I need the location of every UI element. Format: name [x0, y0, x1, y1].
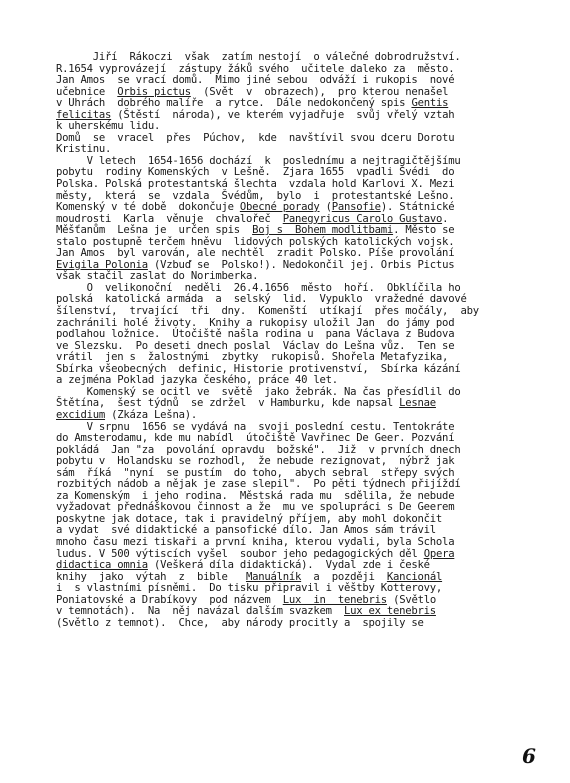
body-text: [56, 52, 526, 629]
text-line: stalo postupně terčem hněvu lidových polských katolických vojsk.: [56, 235, 455, 248]
text-line: Jan Amos byl varován, ale nechtěl zradit Polsko. Píše provolání: [56, 247, 455, 260]
text-line: moudrosti Karla věnuje chvalořeč Panegyricus Carolo Gustavo.: [56, 212, 449, 225]
text-line: pokládá Jan "za povolání opravdu božské". Již v prvních dnech: [56, 443, 461, 456]
underlined-title: Panegyricus Carolo Gustavo: [282, 212, 443, 225]
text-line: excidium (Zkáza Lešna).: [56, 408, 197, 421]
text-line: knihy jako výtah z bible Manuálník a později Kancionál: [56, 570, 443, 583]
text-line: mnoho času mezi tiskaři a první kniha, kterou vydali, byla Schola: [56, 535, 455, 548]
text-line: a vydat své didaktické a pansofické dílo. Jan Amos sám trávil: [56, 524, 436, 537]
text-line: Domů se vracel přes Púchov, kde navštívil svou dceru Dorotu: [56, 131, 455, 144]
text-line: (Světlo z temnot). Chce, aby národy procitly a spojily se: [56, 616, 424, 629]
text-line: za Komenským i jeho rodina. Městská rada mu sdělila, že nebude: [56, 489, 455, 502]
underlined-title: Lesnae: [399, 397, 436, 410]
text-line: Měšťanům Lešna je určen spis Boj s Bohem modlitbami. Město se: [56, 224, 455, 237]
text-line: rozbitých nádob a nějak je zase slepil". Po pěti týdnech přijíždí: [56, 478, 461, 491]
text-line: Komenský se ocitl ve světě jako žebrák. Na čas přesídlil do: [56, 385, 461, 398]
text-line: vyžadovat přednáškovou činnost a že mu ve spolupráci s De Geerem: [56, 501, 455, 514]
text-line: felicitas (Štěstí národa), ve kterém vyjadřuje svůj vřelý vztah: [56, 108, 455, 121]
underlined-title: Kancionál: [386, 570, 443, 583]
underlined-title: excidium: [56, 408, 106, 421]
text-line: zachránili holé životy. Knihy a rukopisy uložil Jan do jámy pod: [56, 316, 455, 329]
text-line: Poniatovské a Drabíkovy pod názvem Lux in tenebris (Světlo: [56, 593, 436, 606]
text-line: Kristinu.: [56, 143, 112, 156]
text-line: O velikonoční neděli 26.4.1656 město hoří. Obklíčila ho: [56, 281, 461, 294]
text-line: i s vlastními písněmi. Do tisku připravil i věštby Kotterovy,: [56, 582, 443, 595]
text-line: Jiří Rákoczi však zatím nestojí o válečné dobrodružství.: [56, 51, 461, 63]
text-line: pobytu rodiny Komenských v Lešně. Zjara 1655 vpadli Švédi do: [56, 166, 455, 179]
underlined-title: Boj s Bohem modlitbami: [252, 224, 394, 237]
text-line: v temnotách). Na něj navázal dalším svazkem Lux ex tenebris: [56, 605, 436, 618]
text-line: městy, která se vzdala Švédům, bylo i protestantské Lešno.: [56, 189, 455, 202]
underlined-title: Lux in tenebris: [282, 593, 387, 606]
text-line: v Uhrách dobrého malíře a rytce. Dále nedokončený spis Gentis: [56, 97, 449, 110]
page-number: 6: [522, 744, 536, 768]
text-line: Polska. Polská protestantská šlechta vzdala hold Karlovi X. Mezi: [56, 178, 455, 191]
underlined-title: Manuálník: [245, 570, 302, 583]
text-line: podlahou ložnice. Útočiště našla rodina u pana Václava z Budova: [56, 328, 455, 341]
text-line: ludus. V 500 výtiscích vyšel soubor jeho pedagogických děl Opera: [56, 547, 455, 560]
underlined-title: Gentis: [411, 97, 449, 110]
text-line: poskytne jak dotace, tak i pravidelný příjem, aby mohl dokončit: [56, 512, 443, 525]
underlined-title: Evigila Polonia: [56, 258, 148, 271]
text-line: Komenský v té době dokončuje Obecné porady (Pansofie). Státnické: [56, 201, 455, 214]
underlined-title: Orbis pictus: [117, 85, 191, 98]
underlined-title: Opera: [423, 547, 455, 560]
text-line: Jan Amos se vrací domů. Mimo jiné sebou odváží i rukopis nové: [56, 74, 455, 87]
text-line: a zejména Poklad jazyka českého, práce 40 let.: [56, 374, 338, 387]
text-line: k uherskému lidu.: [56, 120, 161, 133]
underlined-title: Lux ex tenebris: [344, 605, 436, 618]
underlined-title: Pansofie: [331, 201, 381, 214]
text-line: šílenství, trvající tři dny. Komenští utíkají přes močály, aby: [56, 305, 479, 318]
text-line: pobytu v Holandsku se rozhodl, že nebude rezignovat, nýbrž jak: [56, 455, 455, 468]
text-line: vrátil jen s žalostnými zbytky rukopisů. Shořela Metafyzika,: [56, 351, 449, 364]
underlined-title: felicitas: [56, 108, 112, 121]
underlined-title: didactica omnia: [56, 559, 148, 572]
underlined-title: Obecné porady: [239, 201, 320, 214]
text-line: Sbírka všeobecných definic, Historie protivenství, Sbírka kázání: [56, 362, 461, 375]
text-line: polská katolická armáda a selský lid. Vypuklo vražedné davové: [56, 293, 467, 306]
text-line: V srpnu 1656 se vydává na svoji poslední cestu. Tentokráte: [56, 420, 455, 433]
text-line: didactica omnia (Veškerá díla didaktická). Vydal zde i české: [56, 559, 430, 572]
text-line: učebnice Orbis pictus (Svět v obrazech), pro kterou nenašel: [56, 85, 449, 98]
text-line: R.1654 vyprovázejí zástupy žáků svého učitele daleko za město.: [56, 62, 455, 75]
text-line: ve Slezsku. Po deseti dnech poslal Václav do Lešna vůz. Ten se: [56, 339, 455, 352]
text-line: do Amsterodamu, kde mu nabídl útočiště Vavřinec De Geer. Pozvání: [56, 432, 455, 445]
text-line: Evigila Polonia (Vzbuď se Polsko!). Nedokončil jej. Orbis Pictus: [56, 258, 455, 271]
text-line: sám říká "nyní se pustím do toho, abych sebral střepy svých: [56, 466, 455, 479]
text-line: V letech 1654-1656 dochází k poslednímu a nejtragičtějšímu: [56, 154, 461, 167]
text-line: Štětína, šest týdnů se zdržel v Hamburku, kde napsal Lesnae: [56, 397, 436, 410]
text-line: však stačil zaslat do Norimberka.: [56, 270, 259, 283]
